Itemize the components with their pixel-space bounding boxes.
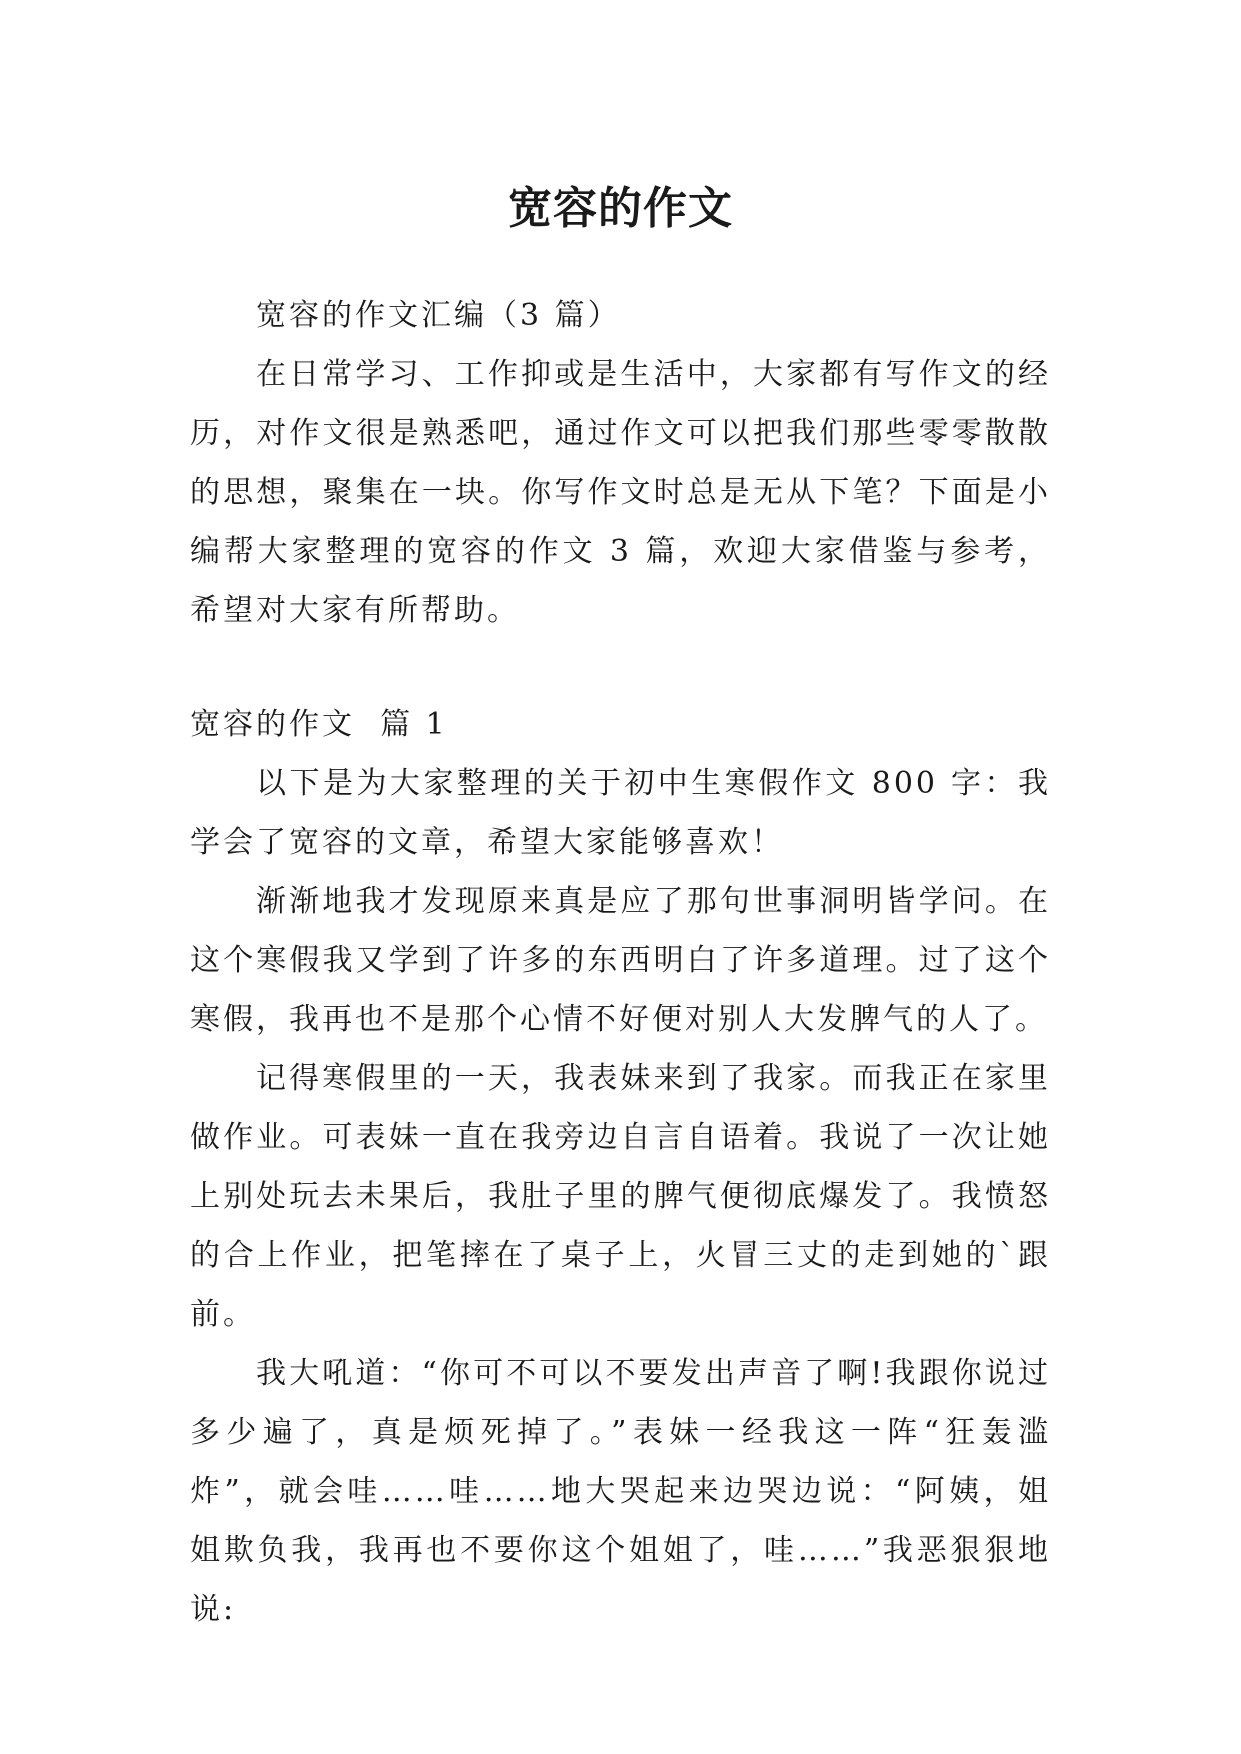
article-section	[190, 695, 1051, 1639]
intro-section	[190, 286, 1051, 640]
article-heading: 宽容的作文 篇 1	[190, 707, 448, 742]
article-paragraph: 渐渐地我才发现原来真是应了那句世事洞明皆学问。在这个寒假我又学到了许多的东西明白了许多道理。过了这个寒假，我再也不是那个心情不好便对别人大发脾气的人了。	[190, 884, 1051, 1037]
intro-paragraph: 在日常学习、工作抑或是生活中，大家都有写作文的经历，对作文很是熟悉吧，通过作文可以把我们那些零零散散的思想，聚集在一块。你写作文时总是无从下笔？下面是小编帮大家整理的宽容的作文 3 篇，欢迎大家借鉴与参考，希望对大家有所帮助。	[190, 357, 1051, 628]
intro-subtitle: 宽容的作文汇编（3 篇）	[256, 298, 621, 333]
article-paragraph: 记得寒假里的一天，我表妹来到了我家。而我正在家里做作业。可表妹一直在我旁边自言自语着。我说了一次让她上别处玩去未果后，我肚子里的脾气便彻底爆发了。我愤怒的合上作业，把笔摔在了桌子上，火冒三丈的走到她的`跟前。	[190, 1061, 1051, 1332]
article-paragraph: 我大吼道：“你可不可以不要发出声音了啊!我跟你说过多少遍了，真是烦死掉了。”表妹一经我这一阵“狂轰滥炸”，就会哇……哇……地大哭起来边哭边说：“阿姨，姐姐欺负我，我再也不要你这个姐姐了，哇……”我恶狠狠地说:	[190, 1356, 1051, 1627]
article-paragraph: 以下是为大家整理的关于初中生寒假作文 800 字：我学会了宽容的文章，希望大家能够喜欢！	[190, 766, 1051, 860]
document-title: 宽容的作文	[508, 183, 733, 235]
